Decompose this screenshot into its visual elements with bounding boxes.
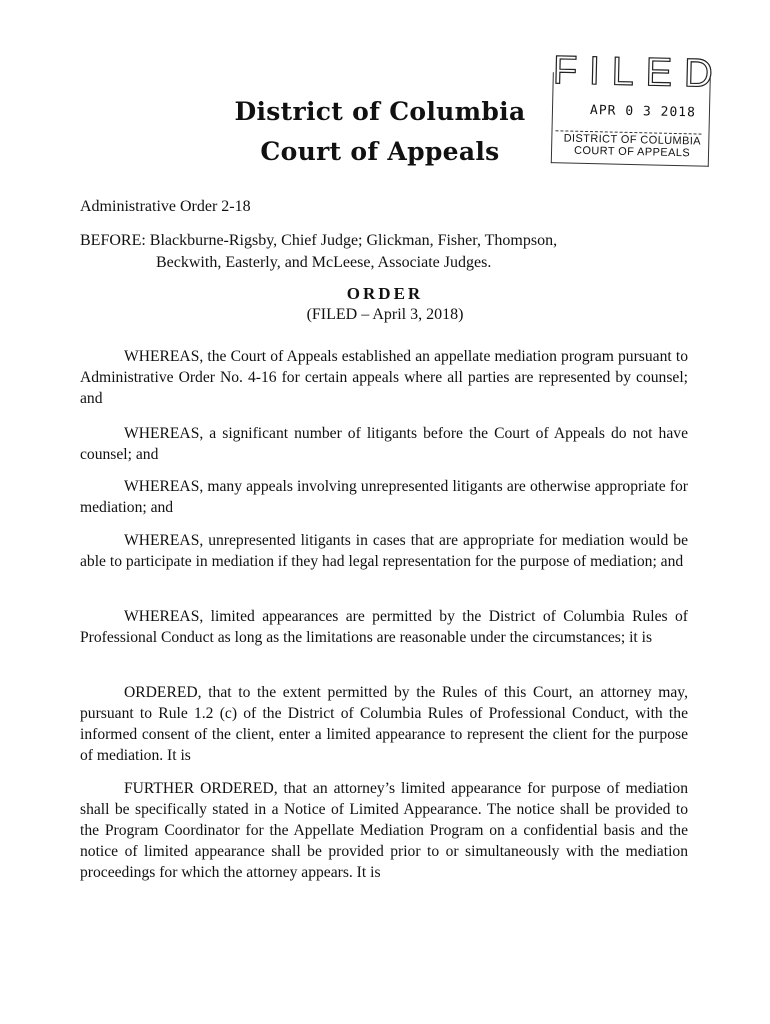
filed-letter: F [552, 48, 578, 93]
paragraph-whereas-4: WHEREAS, unrepresented litigants in cases that are appropriate for mediation would be able to participate in mediation if they had legal representation for the purpose of mediation; and [80, 532, 688, 570]
court-header-line1: District of Columbia [234, 97, 526, 126]
filed-stamp [551, 50, 714, 170]
filed-date-line: (FILED – April 3, 2018) [306, 306, 464, 323]
paragraph-ordered: ORDERED, that to the extent permitted by the Rules of this Court, an attorney may, pursuant to Rule 1.2 (c) of the District of Columbia Rules of Professional Conduct, with the informed consent of the client, enter a limited appearance to represent the client for the purpose of mediation. It is [80, 684, 688, 764]
paragraph-further-ordered: FURTHER ORDERED, that an attorney’s limited appearance for purpose of mediation shall be specifically stated in a Notice of Limited Appearance. The notice shall be provided to the Program Coordinator for the Appellate Mediation Program on a confidential basis and the notice of limited appearance shall be provided prior to or simultaneously with the mediation proceedings for which the attorney appears. It is [80, 780, 688, 881]
filed-letter: D [683, 51, 714, 96]
court-header-line2: Court of Appeals [260, 137, 500, 166]
paragraph-whereas-3: WHEREAS, many appeals involving unrepresented litigants are otherwise appropriate for mediation; and [80, 478, 688, 516]
stamp-court-line1: DISTRICT OF COLUMBIA [563, 132, 702, 148]
stamp-date: APR 0 3 2018 [589, 103, 697, 121]
paragraph-whereas-5: WHEREAS, limited appearances are permitted by the District of Columbia Rules of Professional Conduct as long as the limitations are reasonable under the circumstances; it is [80, 608, 688, 646]
stamp-court [557, 132, 708, 159]
paragraph-whereas-1: WHEREAS, the Court of Appeals established an appellate mediation program pursuant to Administrative Order No. 4-16 for certain appeals where all parties are represented by counsel; and [80, 348, 688, 407]
order-title: ORDER [346, 284, 424, 303]
paragraph-whereas-2: WHEREAS, a significant number of litigants before the Court of Appeals do not have counsel; and [80, 425, 688, 463]
filed-letter: E [645, 50, 673, 95]
stamp-court-line2: COURT OF APPEALS [573, 144, 691, 160]
before-line1: BEFORE: Blackburne-Rigsby, Chief Judge; Glickman, Fisher, Thompson, [80, 232, 558, 249]
before-line2: Beckwith, Easterly, and McLeese, Associate Judges. [156, 254, 492, 271]
court-header [220, 92, 540, 172]
filed-letter: L [611, 49, 635, 95]
filed-letter: I [588, 49, 601, 94]
administrative-order-number: Administrative Order 2-18 [80, 198, 251, 215]
before-judges [80, 230, 700, 274]
